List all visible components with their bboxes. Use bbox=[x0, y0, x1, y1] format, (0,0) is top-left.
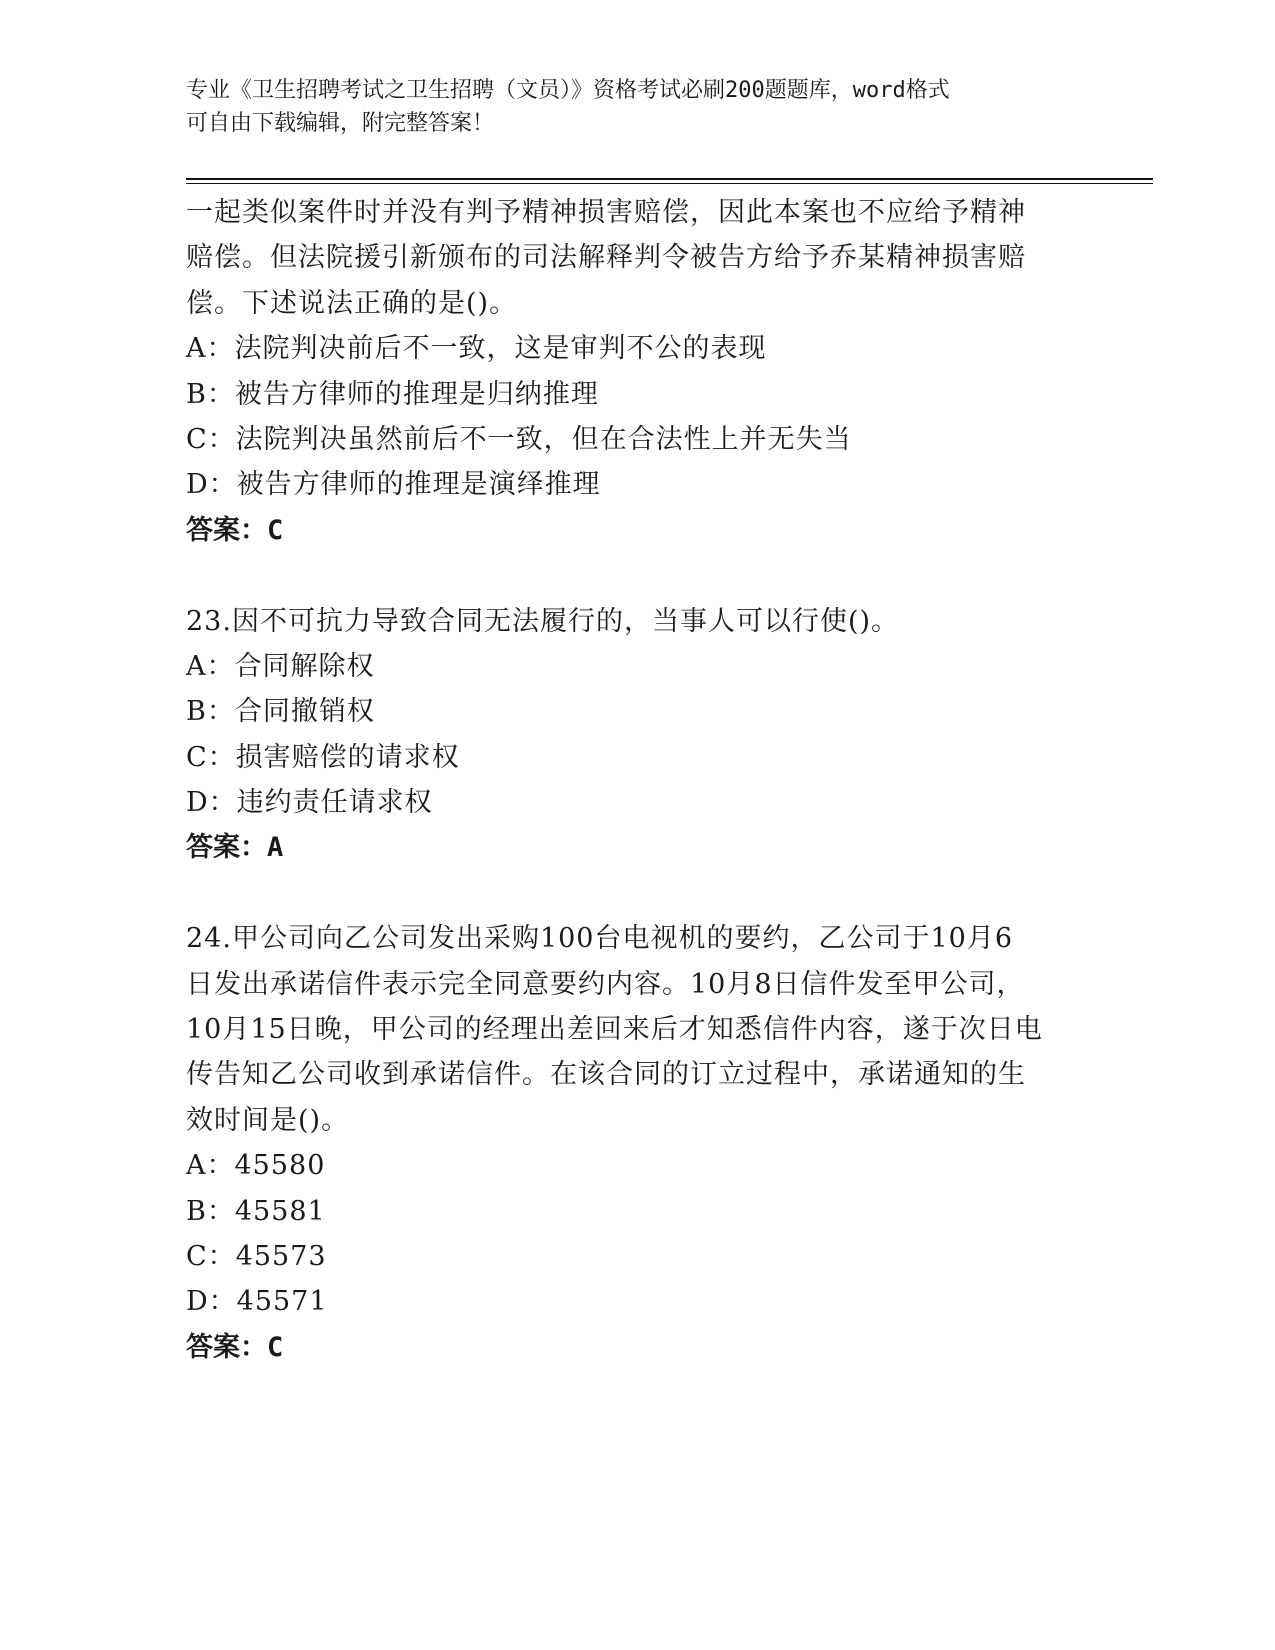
question-stem-line: 偿。下述说法正确的是()。 bbox=[186, 287, 518, 319]
question-content bbox=[186, 190, 1086, 1370]
option-c: C：法院判决虽然前后不一致，但在合法性上并无失当 bbox=[186, 423, 852, 455]
answer-line: 答案：C bbox=[186, 1331, 284, 1363]
question-stem-line: 24.甲公司向乙公司发出采购100台电视机的要约，乙公司于10月6 bbox=[186, 923, 1014, 955]
header-divider-thick bbox=[186, 178, 1153, 180]
header-title-line-2: 可自由下载编辑，附完整答案！ bbox=[186, 111, 495, 136]
option-d: D：违约责任请求权 bbox=[186, 787, 433, 819]
option-a: A：45580 bbox=[186, 1150, 326, 1182]
question-stem-line: 23.因不可抗力导致合同无法履行的，当事人可以行使()。 bbox=[186, 605, 900, 637]
answer-line: 答案：A bbox=[186, 832, 284, 864]
question-stem-line: 效时间是()。 bbox=[186, 1104, 350, 1136]
option-b: B：合同撤销权 bbox=[186, 696, 375, 728]
question-24 bbox=[186, 916, 1086, 1370]
option-a: A：法院判决前后不一致，这是审判不公的表现 bbox=[186, 333, 767, 365]
option-d: D：被告方律师的推理是演绎推理 bbox=[186, 469, 601, 501]
option-c: C：45573 bbox=[186, 1240, 327, 1272]
question-stem-line: 一起类似案件时并没有判予精神损害赔偿，因此本案也不应给予精神 bbox=[186, 197, 1026, 228]
question-23 bbox=[186, 599, 1086, 871]
option-b: B：45581 bbox=[186, 1195, 326, 1227]
option-d: D：45571 bbox=[186, 1286, 328, 1318]
document-header bbox=[186, 74, 1066, 140]
question-stem-line: 日发出承诺信件表示完全同意要约内容。10月8日信件发至甲公司， bbox=[186, 968, 1025, 1000]
option-b: B：被告方律师的推理是归纳推理 bbox=[186, 378, 599, 410]
option-a: A：合同解除权 bbox=[186, 650, 375, 682]
option-c: C：损害赔偿的请求权 bbox=[186, 741, 460, 773]
header-divider-thin bbox=[186, 183, 1153, 184]
spacer bbox=[186, 871, 1086, 916]
question-stem-line: 传告知乙公司收到承诺信件。在该合同的订立过程中，承诺通知的生 bbox=[186, 1059, 1026, 1091]
question-stem-line: 赔偿。但法院援引新颁布的司法解释判令被告方给予乔某精神损害赔 bbox=[186, 242, 1026, 274]
spacer bbox=[186, 553, 1086, 598]
header-title-line-1: 专业《卫生招聘考试之卫生招聘（文员）》资格考试必刷200题题库，word格式 bbox=[186, 78, 950, 103]
question-22 bbox=[186, 190, 1086, 553]
question-stem-line: 10月15日晚，甲公司的经理出差回来后才知悉信件内容，遂于次日电 bbox=[186, 1014, 1043, 1046]
answer-line: 答案：C bbox=[186, 514, 284, 546]
